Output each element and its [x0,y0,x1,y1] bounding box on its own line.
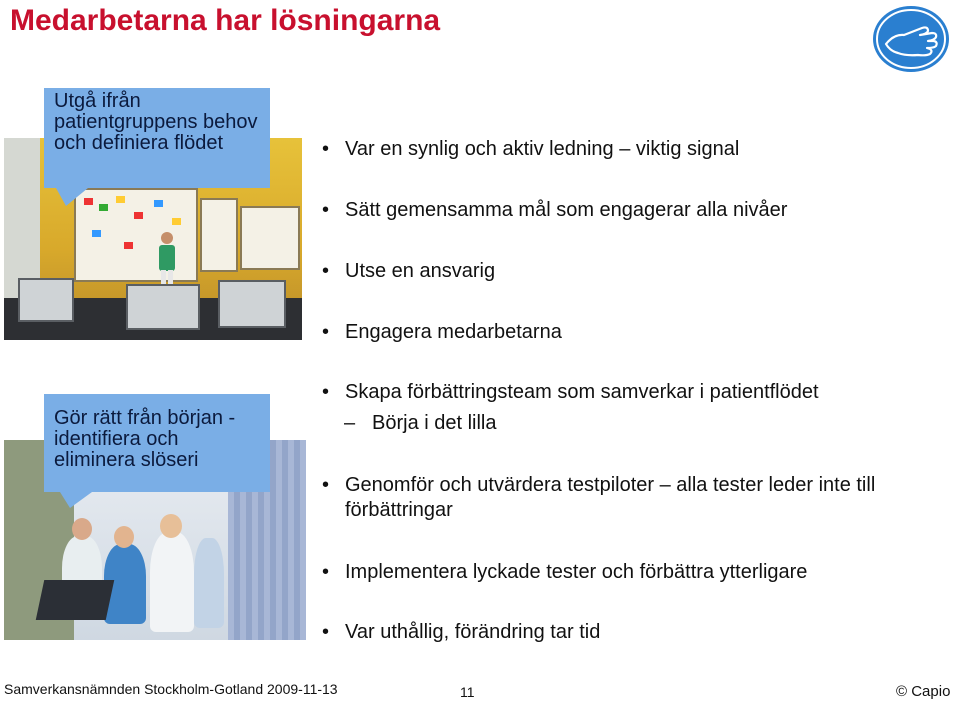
dash-icon: – [344,412,356,434]
callout-tail [56,188,88,206]
bullet-icon: • [322,561,330,583]
bullet-icon: • [322,260,330,282]
bullet-icon: • [322,474,330,496]
callout-patient-flow: Utgå ifrån patientgruppens behov och definiera flödet [44,88,270,188]
callout-eliminate-waste: Gör rätt från början - identifiera och eliminera slöseri [44,394,270,492]
page-number: 11 [460,684,475,700]
bullet-icon: • [322,199,330,221]
bullet-icon: • [322,321,330,343]
bullet-icon: • [322,621,330,643]
hand-logo-icon [870,4,952,74]
copyright-label: © Capio [896,683,951,700]
bullet-icon: • [322,138,330,160]
footer-organization-date: Samverkansnämnden Stockholm-Gotland 2009-11-13 [4,681,338,697]
callout-tail [60,492,92,508]
slide-title: Medarbetarna har lösningarna [10,4,441,37]
bullet-icon: • [322,381,330,403]
